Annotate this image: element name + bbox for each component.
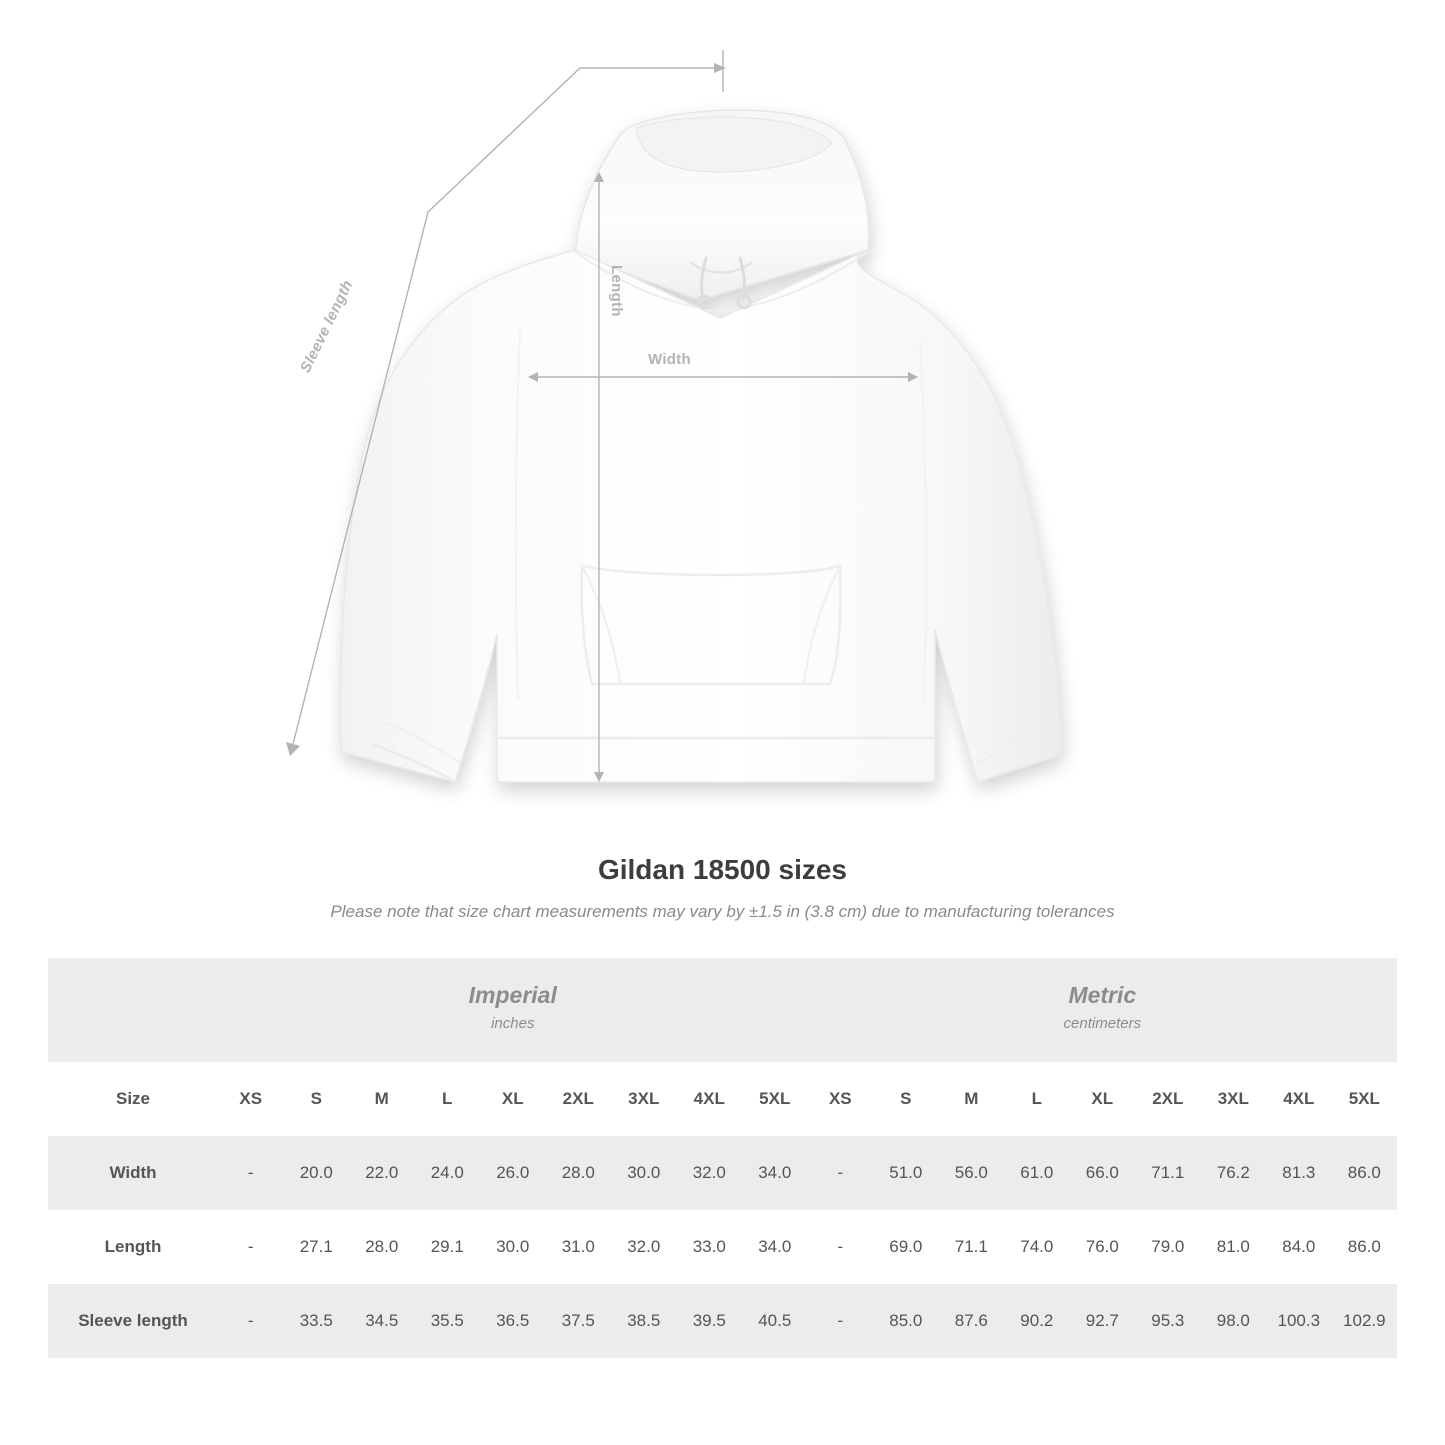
size-chart-table-wrapper: [48, 958, 1397, 1358]
size-col-s-metric: S: [873, 1062, 939, 1136]
unit-header-row: [48, 958, 1397, 1062]
cell-sleeve-2xl-in: 37.5: [546, 1284, 612, 1358]
cell-width-2xl-cm: 71.1: [1135, 1136, 1201, 1210]
metric-header: [808, 958, 1398, 1062]
cell-length-4xl-in: 33.0: [677, 1210, 743, 1284]
table-row: [48, 1136, 1397, 1210]
metric-system-label: Metric: [1068, 982, 1137, 1009]
cell-sleeve-xs-cm: -: [808, 1284, 874, 1358]
cell-length-s-cm: 69.0: [873, 1210, 939, 1284]
cell-sleeve-5xl-in: 40.5: [742, 1284, 808, 1358]
size-col-xl-imperial: XL: [480, 1062, 546, 1136]
cell-sleeve-m-in: 34.5: [349, 1284, 415, 1358]
size-chart-table: [48, 958, 1397, 1358]
cell-length-5xl-cm: 86.0: [1332, 1210, 1398, 1284]
cell-length-3xl-in: 32.0: [611, 1210, 677, 1284]
cell-sleeve-l-in: 35.5: [415, 1284, 481, 1358]
size-col-3xl-metric: 3XL: [1201, 1062, 1267, 1136]
size-col-5xl-metric: 5XL: [1332, 1062, 1398, 1136]
cell-width-4xl-in: 32.0: [677, 1136, 743, 1210]
cell-width-s-in: 20.0: [284, 1136, 350, 1210]
cell-length-2xl-cm: 79.0: [1135, 1210, 1201, 1284]
size-col-xs-imperial: XS: [218, 1062, 284, 1136]
size-col-4xl-imperial: 4XL: [677, 1062, 743, 1136]
row-label-width: Width: [48, 1136, 218, 1210]
cell-width-3xl-cm: 76.2: [1201, 1136, 1267, 1210]
cell-length-4xl-cm: 84.0: [1266, 1210, 1332, 1284]
cell-sleeve-l-cm: 90.2: [1004, 1284, 1070, 1358]
size-col-5xl-imperial: 5XL: [742, 1062, 808, 1136]
cell-width-s-cm: 51.0: [873, 1136, 939, 1210]
cell-sleeve-xl-cm: 92.7: [1070, 1284, 1136, 1358]
unit-header-spacer: [48, 958, 218, 1062]
cell-width-l-in: 24.0: [415, 1136, 481, 1210]
imperial-header: [218, 958, 808, 1062]
size-col-4xl-metric: 4XL: [1266, 1062, 1332, 1136]
cell-length-l-cm: 74.0: [1004, 1210, 1070, 1284]
imperial-units-label: inches: [491, 1015, 535, 1033]
size-col-xl-metric: XL: [1070, 1062, 1136, 1136]
cell-length-2xl-in: 31.0: [546, 1210, 612, 1284]
cell-length-xl-in: 30.0: [480, 1210, 546, 1284]
cell-width-xl-cm: 66.0: [1070, 1136, 1136, 1210]
cell-sleeve-4xl-cm: 100.3: [1266, 1284, 1332, 1358]
cell-sleeve-m-cm: 87.6: [939, 1284, 1005, 1358]
size-col-2xl-imperial: 2XL: [546, 1062, 612, 1136]
cell-width-5xl-cm: 86.0: [1332, 1136, 1398, 1210]
size-col-l-imperial: L: [415, 1062, 481, 1136]
cell-length-3xl-cm: 81.0: [1201, 1210, 1267, 1284]
size-col-m-imperial: M: [349, 1062, 415, 1136]
cell-sleeve-3xl-cm: 98.0: [1201, 1284, 1267, 1358]
size-col-2xl-metric: 2XL: [1135, 1062, 1201, 1136]
page-title: Gildan 18500 sizes: [597, 854, 848, 885]
cell-sleeve-s-in: 33.5: [284, 1284, 350, 1358]
cell-width-xs-cm: -: [808, 1136, 874, 1210]
cell-width-4xl-cm: 81.3: [1266, 1136, 1332, 1210]
cell-width-m-in: 22.0: [349, 1136, 415, 1210]
width-dimension-label: Width: [648, 351, 692, 368]
cell-sleeve-5xl-cm: 102.9: [1332, 1284, 1398, 1358]
size-col-l-metric: L: [1004, 1062, 1070, 1136]
cell-length-m-in: 28.0: [349, 1210, 415, 1284]
size-col-s-imperial: S: [284, 1062, 350, 1136]
cell-sleeve-3xl-in: 38.5: [611, 1284, 677, 1358]
cell-length-s-in: 27.1: [284, 1210, 350, 1284]
cell-length-l-in: 29.1: [415, 1210, 481, 1284]
title-block: [0, 854, 1445, 922]
cell-width-2xl-in: 28.0: [546, 1136, 612, 1210]
size-col-3xl-imperial: 3XL: [611, 1062, 677, 1136]
imperial-system-label: Imperial: [468, 982, 557, 1009]
table-row: [48, 1284, 1397, 1358]
metric-units-label: centimeters: [1063, 1015, 1142, 1033]
cell-length-5xl-in: 34.0: [742, 1210, 808, 1284]
cell-length-xl-cm: 76.0: [1070, 1210, 1136, 1284]
cell-sleeve-s-cm: 85.0: [873, 1284, 939, 1358]
cell-length-m-cm: 71.1: [939, 1210, 1005, 1284]
cell-sleeve-xl-in: 36.5: [480, 1284, 546, 1358]
length-dimension-label: Length: [608, 265, 625, 317]
size-header-row: [48, 1062, 1397, 1136]
sleeve-length-dimension-label: Sleeve length: [297, 277, 357, 376]
cell-width-5xl-in: 34.0: [742, 1136, 808, 1210]
cell-sleeve-2xl-cm: 95.3: [1135, 1284, 1201, 1358]
cell-width-xl-in: 26.0: [480, 1136, 546, 1210]
row-label-sleeve-length: Sleeve length: [48, 1284, 218, 1358]
table-row: [48, 1210, 1397, 1284]
size-col-xs-metric: XS: [808, 1062, 874, 1136]
cell-width-xs-in: -: [218, 1136, 284, 1210]
cell-length-xs-cm: -: [808, 1210, 874, 1284]
cell-width-m-cm: 56.0: [939, 1136, 1005, 1210]
size-col-m-metric: M: [939, 1062, 1005, 1136]
cell-sleeve-xs-in: -: [218, 1284, 284, 1358]
cell-length-xs-in: -: [218, 1210, 284, 1284]
size-row-label: Size: [48, 1062, 218, 1136]
cell-width-l-cm: 61.0: [1004, 1136, 1070, 1210]
hoodie-shape: [341, 110, 1061, 782]
cell-sleeve-4xl-in: 39.5: [677, 1284, 743, 1358]
tolerance-note: Please note that size chart measurements may vary by ±1.5 in (3.8 cm) due to manufacturing tolerances: [330, 902, 1115, 921]
cell-width-3xl-in: 30.0: [611, 1136, 677, 1210]
row-label-length: Length: [48, 1210, 218, 1284]
